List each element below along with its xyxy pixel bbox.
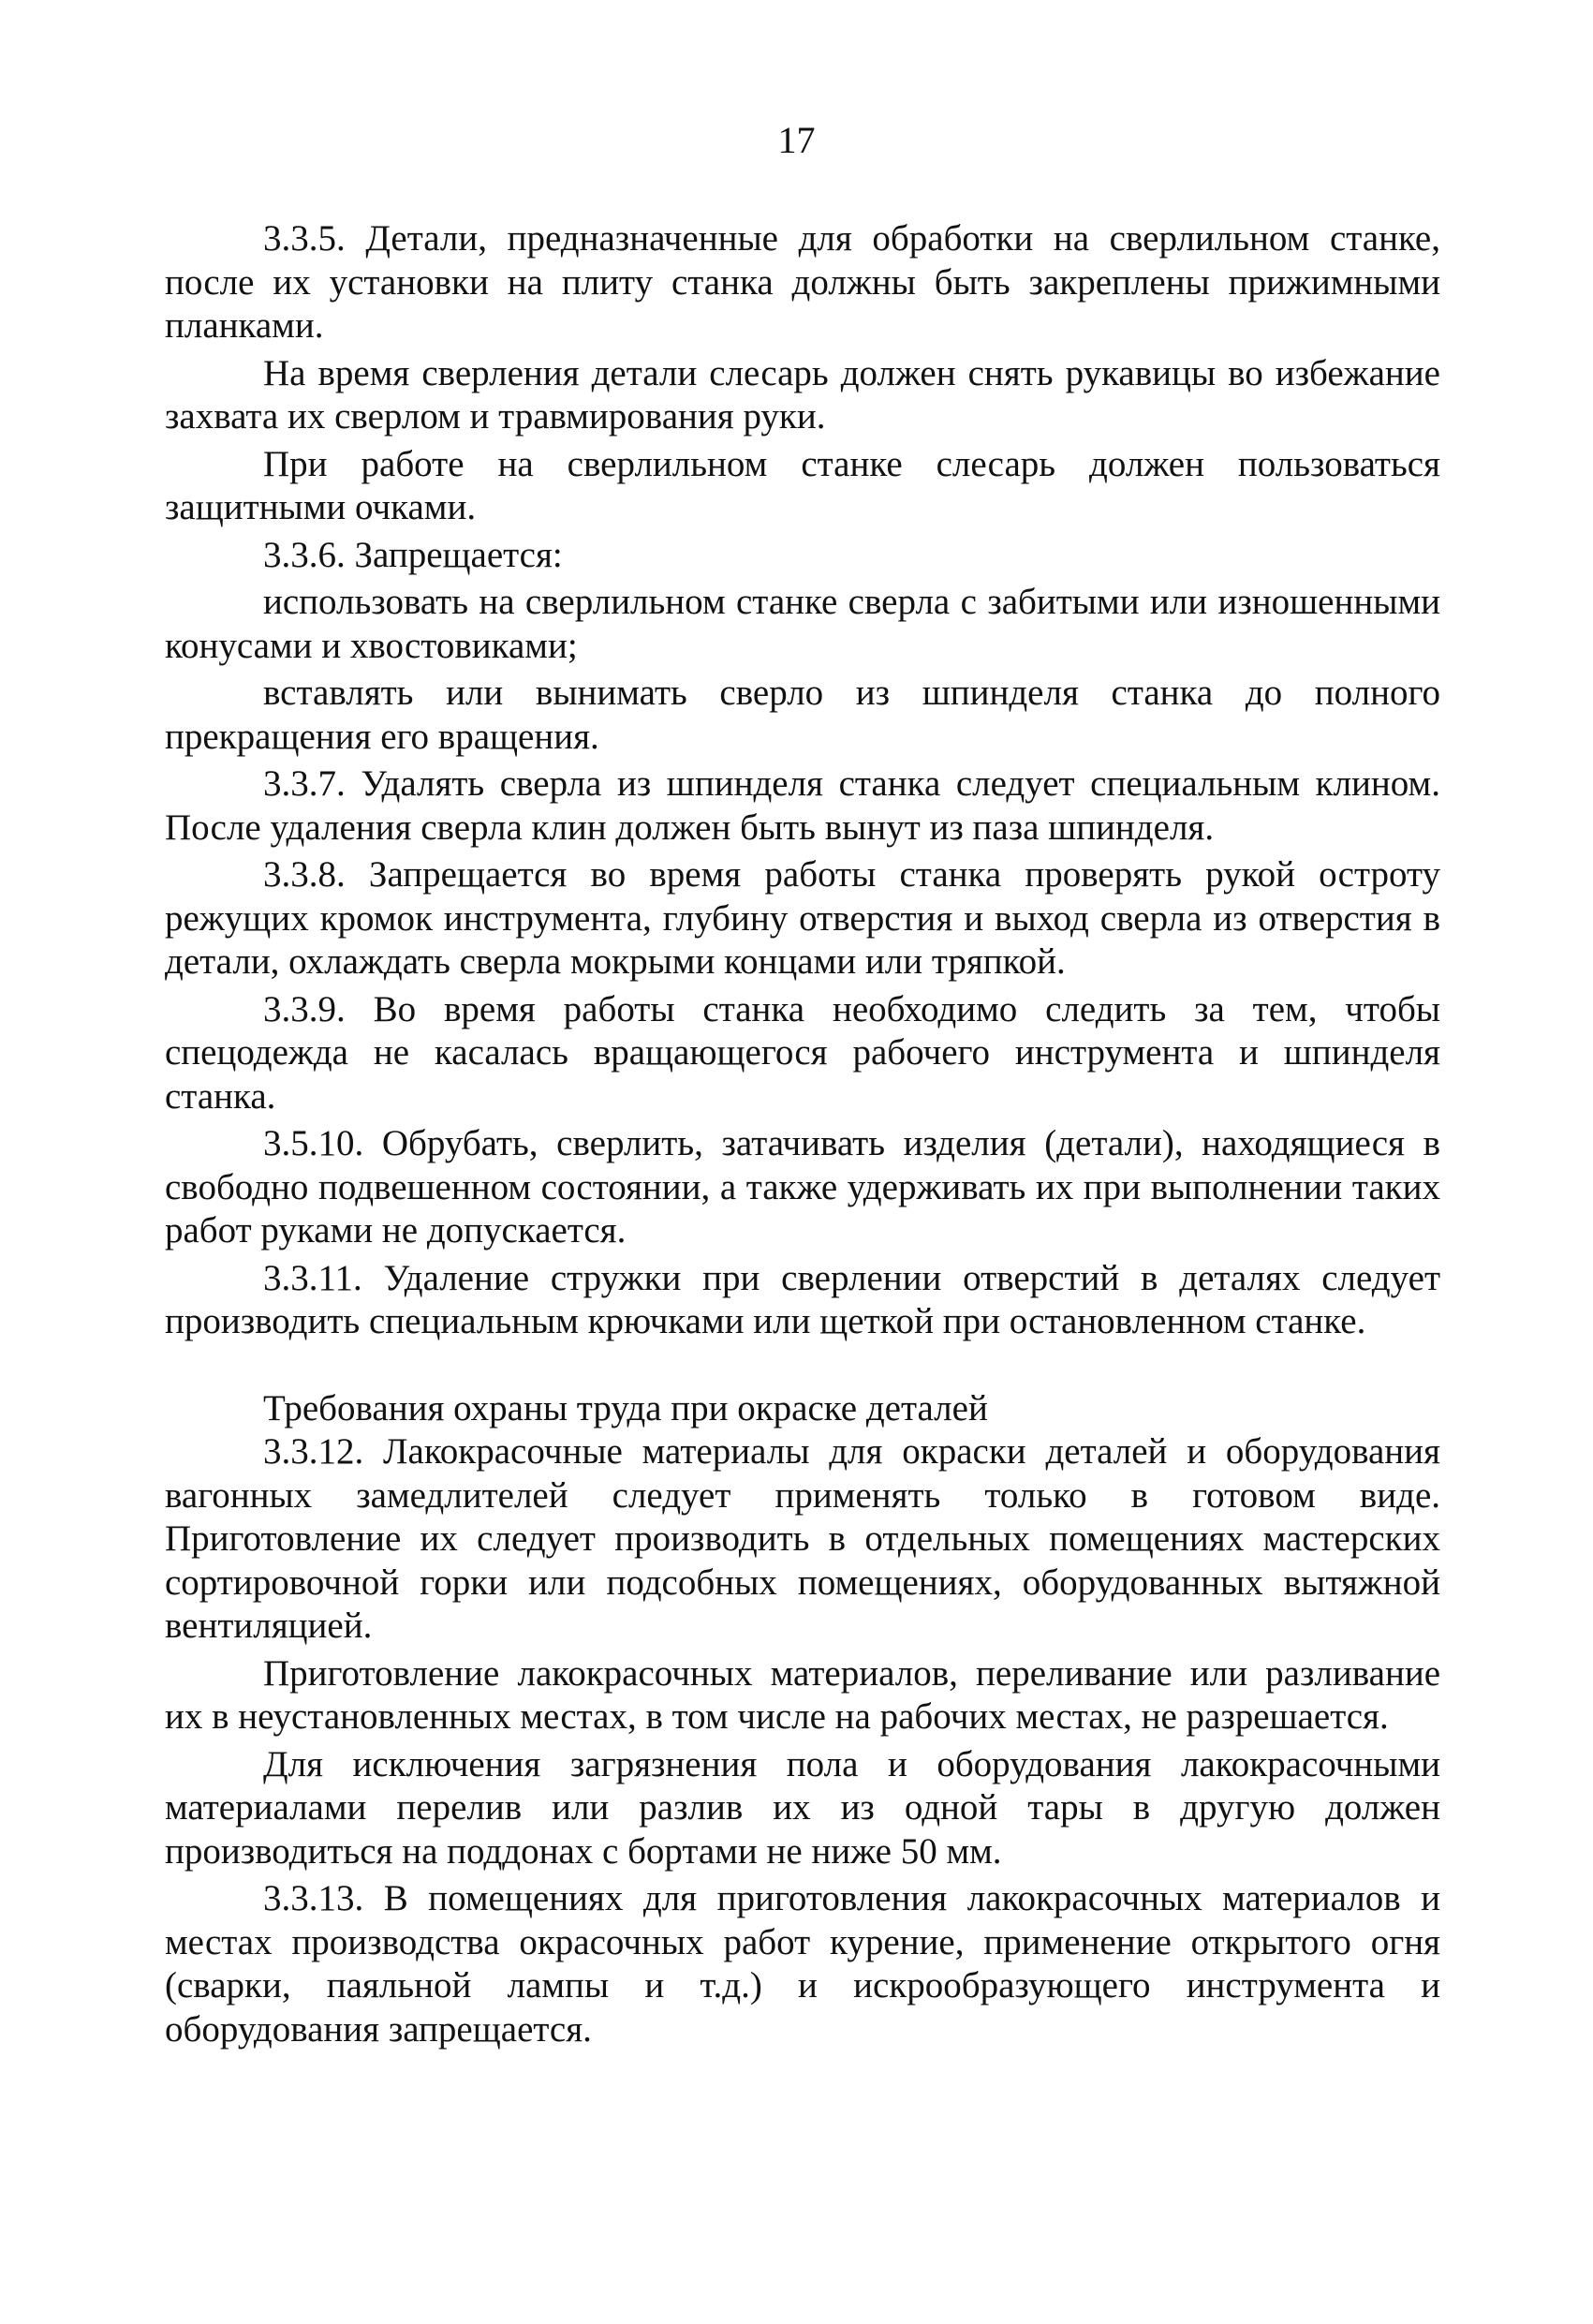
paragraph-pallets: Для исключения загрязнения пола и оборудования лакокрасочными материалами перелив или разлив их из одной тары в другую должен производиться на поддонах с бортами не ниже 50 мм. — [165, 1743, 1440, 1872]
paragraph-gloves: На время сверления детали слесарь должен снять рукавицы во избежание захвата их сверлом и травмирования руки. — [165, 352, 1440, 437]
paragraph-3-3-11: 3.3.11. Удаление стружки при сверлении отверстий в деталях следует производить специальным крючками или щеткой при остановленном станке. — [165, 1257, 1440, 1341]
page-number: 17 — [777, 119, 816, 161]
paragraph-3-3-6: 3.3.6. Запрещается: — [263, 534, 563, 575]
section-heading: Требования охраны труда при окраске деталей — [263, 1387, 988, 1428]
paragraph-prohibition-1: использовать на сверлильном станке сверла с забитыми или изношенными конусами и хвостовиками; — [165, 582, 1440, 666]
paragraph-3-3-8: 3.3.8. Запрещается во время работы станка проверять рукой остроту режущих кромок инструмента, глубину отверстия и выход сверла из отверстия в детали, охлаждать сверла мокрыми концами или тряпкой. — [165, 854, 1440, 982]
paragraph-3-3-13: 3.3.13. В помещениях для приготовления лакокрасочных материалов и местах производства окрасочных работ курение, применение открытого огня (сварки, паяльной лампы и т.д.) и искрообразующего инструмента и оборудования запрещается. — [165, 1878, 1440, 2050]
paragraph-3-5-10: 3.5.10. Обрубать, сверлить, затачивать изделия (детали), находящиеся в свободно подвешенном состоянии, а также удерживать их при выполнении таких работ руками не допускается. — [165, 1123, 1440, 1251]
document-body — [165, 217, 1440, 2051]
paragraph-goggles: При работе на сверлильном станке слесарь должен пользоваться защитными очками. — [165, 443, 1440, 527]
paragraph-3-3-12: 3.3.12. Лакокрасочные материалы для окраски деталей и оборудования вагонных замедлителей следует применять только в готовом виде. Приготовление их следует производить в отдельных помещениях мастерских сортировочной горки или подсобных помещениях, оборудованных вытяжной вентиляцией. — [165, 1431, 1440, 1646]
paragraph-preparation: Приготовление лакокрасочных материалов, переливание или разливание их в неустановленных местах, в том числе на рабочих местах, не разрешается. — [165, 1652, 1440, 1737]
paragraph-prohibition-2: вставлять или вынимать сверло из шпинделя станка до полного прекращения его вращения. — [165, 673, 1440, 757]
paragraph-3-3-9: 3.3.9. Во время работы станка необходимо следить за тем, чтобы спецодежда не касалась вращающегося рабочего инструмента и шпинделя станка. — [165, 988, 1440, 1117]
paragraph-3-3-7: 3.3.7. Удалять сверла из шпинделя станка следует специальным клином. После удаления сверла клин должен быть вынут из паза шпинделя. — [165, 763, 1440, 848]
paragraph-3-3-5: 3.3.5. Детали, предназначенные для обработки на сверлильном станке, после их установки на плиту станка должны быть закреплены прижимными планками. — [165, 218, 1440, 346]
